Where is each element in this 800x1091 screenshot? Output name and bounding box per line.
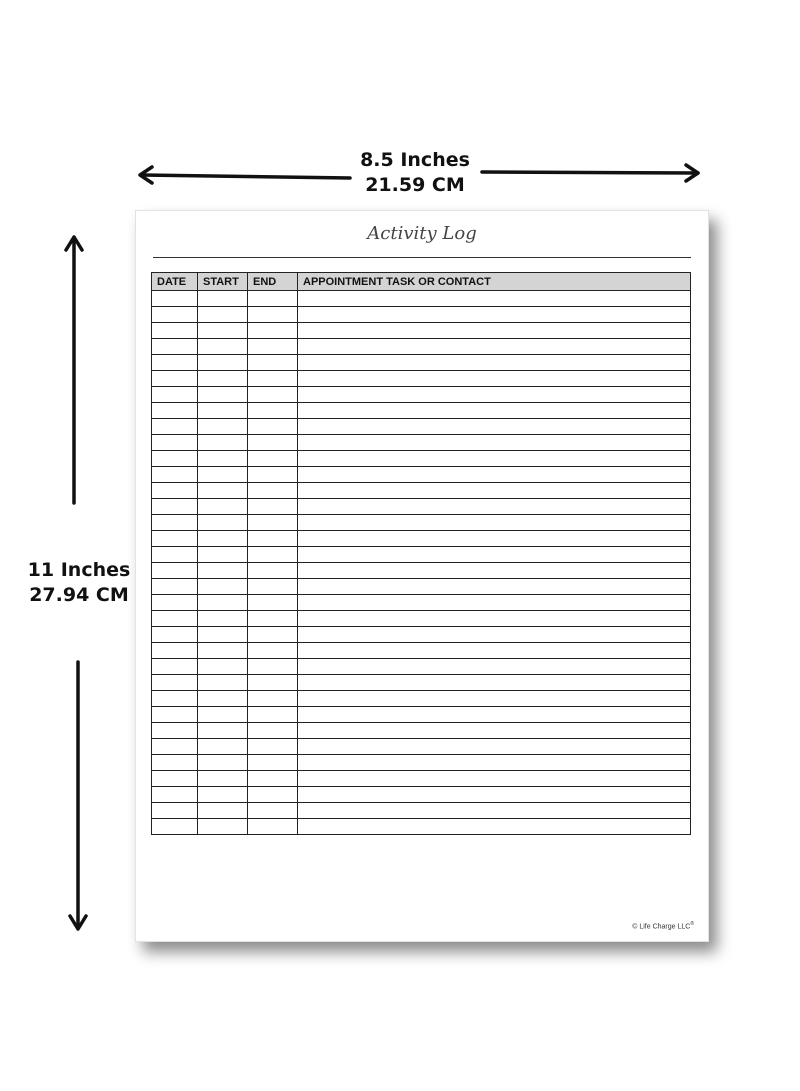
table-row [152,675,691,691]
table-cell[interactable] [298,291,691,307]
table-cell[interactable] [152,547,198,563]
table-row [152,355,691,371]
table-cell[interactable] [298,643,691,659]
table-row [152,323,691,339]
table-cell[interactable] [152,355,198,371]
table-row [152,819,691,835]
table-cell[interactable] [198,483,248,499]
table-row [152,739,691,755]
table-cell[interactable] [198,691,248,707]
table-cell[interactable] [298,595,691,611]
table-cell[interactable] [248,323,298,339]
table-cell[interactable] [248,707,298,723]
table-cell[interactable] [152,739,198,755]
table-cell[interactable] [298,483,691,499]
table-row [152,787,691,803]
table-cell[interactable] [248,403,298,419]
table-cell[interactable] [198,771,248,787]
table-row [152,563,691,579]
table-cell[interactable] [198,323,248,339]
table-cell[interactable] [248,771,298,787]
table-cell[interactable] [198,595,248,611]
table-cell[interactable] [152,563,198,579]
table-cell[interactable] [152,467,198,483]
table-cell[interactable] [152,323,198,339]
table-cell[interactable] [298,435,691,451]
table-cell[interactable] [298,355,691,371]
table-row [152,307,691,323]
table-cell[interactable] [198,627,248,643]
table-cell[interactable] [198,419,248,435]
table-cell[interactable] [248,595,298,611]
column-header-date: DATE [152,273,198,291]
table-cell[interactable] [152,579,198,595]
table-cell[interactable] [248,723,298,739]
table-row [152,707,691,723]
table-cell[interactable] [198,611,248,627]
table-cell[interactable] [298,451,691,467]
width-cm-text: 21.59 CM [365,174,465,196]
table-cell[interactable] [152,499,198,515]
table-cell[interactable] [248,755,298,771]
table-cell[interactable] [298,611,691,627]
copyright-text: © Life Charge LLC [632,923,691,930]
table-cell[interactable] [198,579,248,595]
table-row [152,515,691,531]
column-header-appointment: APPOINTMENT TASK OR CONTACT [298,273,691,291]
table-cell[interactable] [298,467,691,483]
table-cell[interactable] [198,355,248,371]
table-cell[interactable] [248,627,298,643]
table-cell[interactable] [198,547,248,563]
table-cell[interactable] [248,547,298,563]
table-cell[interactable] [248,371,298,387]
width-inches-text: 8.5 Inches [360,149,470,171]
table-row [152,371,691,387]
table-row [152,403,691,419]
table-cell[interactable] [198,451,248,467]
table-cell[interactable] [152,595,198,611]
table-row [152,627,691,643]
table-cell[interactable] [298,627,691,643]
width-arrow-left-shaft [142,175,350,178]
table-cell[interactable] [298,819,691,835]
table-cell[interactable] [248,291,298,307]
table-cell[interactable] [248,467,298,483]
table-row [152,435,691,451]
table-cell[interactable] [248,819,298,835]
table-cell[interactable] [248,563,298,579]
table-cell[interactable] [198,563,248,579]
table-cell[interactable] [152,387,198,403]
table-cell[interactable] [152,531,198,547]
table-cell[interactable] [248,355,298,371]
table-cell[interactable] [298,547,691,563]
table-cell[interactable] [298,755,691,771]
activity-log-table [151,272,691,835]
table-cell[interactable] [152,483,198,499]
table-cell[interactable] [298,531,691,547]
table-cell[interactable] [298,387,691,403]
table-cell[interactable] [152,723,198,739]
table-cell[interactable] [298,419,691,435]
copyright-notice [632,921,694,930]
column-header-start: START [198,273,248,291]
table-cell[interactable] [248,499,298,515]
table-cell[interactable] [152,515,198,531]
table-cell[interactable] [298,659,691,675]
table-row [152,755,691,771]
title-underline [153,257,691,258]
table-cell[interactable] [198,659,248,675]
table-cell[interactable] [198,339,248,355]
table-cell[interactable] [298,739,691,755]
table-row [152,387,691,403]
table-cell[interactable] [152,803,198,819]
table-cell[interactable] [198,755,248,771]
table-row [152,451,691,467]
table-row [152,419,691,435]
table-row [152,483,691,499]
registered-mark: ® [690,920,694,927]
table-cell[interactable] [248,435,298,451]
table-cell[interactable] [248,579,298,595]
table-row [152,499,691,515]
table-cell[interactable] [298,771,691,787]
table-cell[interactable] [298,307,691,323]
table-cell[interactable] [248,387,298,403]
table-row [152,339,691,355]
table-cell[interactable] [152,307,198,323]
table-cell[interactable] [152,371,198,387]
table-cell[interactable] [198,531,248,547]
table-cell[interactable] [198,515,248,531]
table-cell[interactable] [298,515,691,531]
table-row [152,691,691,707]
table-cell[interactable] [198,739,248,755]
table-cell[interactable] [248,531,298,547]
table-cell[interactable] [152,403,198,419]
table-cell[interactable] [248,675,298,691]
table-cell[interactable] [298,707,691,723]
table-row [152,723,691,739]
table-cell[interactable] [152,675,198,691]
table-row [152,643,691,659]
table-row [152,595,691,611]
table-cell[interactable] [198,819,248,835]
table-cell[interactable] [198,643,248,659]
table-cell[interactable] [152,659,198,675]
table-cell[interactable] [152,435,198,451]
sheet-title: Activity Log [367,223,477,244]
table-row [152,803,691,819]
table-cell[interactable] [152,627,198,643]
table-cell[interactable] [298,499,691,515]
table-cell[interactable] [248,659,298,675]
table-row [152,467,691,483]
table-cell[interactable] [298,403,691,419]
table-cell[interactable] [198,371,248,387]
table-cell[interactable] [298,323,691,339]
table-cell[interactable] [248,419,298,435]
height-cm-text: 27.94 CM [29,584,129,606]
table-cell[interactable] [198,803,248,819]
table-cell[interactable] [152,771,198,787]
table-cell[interactable] [248,515,298,531]
table-cell[interactable] [298,787,691,803]
table-cell[interactable] [248,307,298,323]
table-body [152,291,691,835]
table-cell[interactable] [298,803,691,819]
table-cell[interactable] [152,819,198,835]
table-cell[interactable] [152,643,198,659]
table-cell[interactable] [152,707,198,723]
table-row [152,547,691,563]
table-cell[interactable] [152,787,198,803]
table-row [152,659,691,675]
table-row [152,531,691,547]
table-row [152,291,691,307]
table-cell[interactable] [198,307,248,323]
table-cell[interactable] [298,339,691,355]
table-cell[interactable] [198,435,248,451]
table-cell[interactable] [298,723,691,739]
table-cell[interactable] [152,419,198,435]
table-cell[interactable] [248,803,298,819]
column-header-end: END [248,273,298,291]
table-cell[interactable] [298,563,691,579]
table-cell[interactable] [198,787,248,803]
height-inches-text: 11 Inches [27,559,131,581]
width-arrow-right-shaft [482,172,698,173]
table-cell[interactable] [152,339,198,355]
table-cell[interactable] [248,451,298,467]
table-cell[interactable] [298,675,691,691]
table-cell[interactable] [198,291,248,307]
table-cell[interactable] [248,483,298,499]
table-cell[interactable] [248,739,298,755]
table-cell[interactable] [248,643,298,659]
table-cell[interactable] [248,611,298,627]
table-cell[interactable] [152,291,198,307]
table-cell[interactable] [198,723,248,739]
table-cell[interactable] [248,339,298,355]
table-cell[interactable] [198,675,248,691]
table-cell[interactable] [198,467,248,483]
table-cell[interactable] [198,707,248,723]
table-cell[interactable] [152,691,198,707]
table-cell[interactable] [248,691,298,707]
activity-log-sheet [135,210,709,942]
table-cell[interactable] [298,371,691,387]
table-cell[interactable] [152,611,198,627]
table-cell[interactable] [298,691,691,707]
table-cell[interactable] [152,755,198,771]
table-cell[interactable] [198,499,248,515]
table-row [152,611,691,627]
table-row [152,771,691,787]
table-cell[interactable] [248,787,298,803]
table-header-row [152,273,691,291]
table-cell[interactable] [198,387,248,403]
table-cell[interactable] [298,579,691,595]
table-cell[interactable] [198,403,248,419]
table-cell[interactable] [152,451,198,467]
table-row [152,579,691,595]
